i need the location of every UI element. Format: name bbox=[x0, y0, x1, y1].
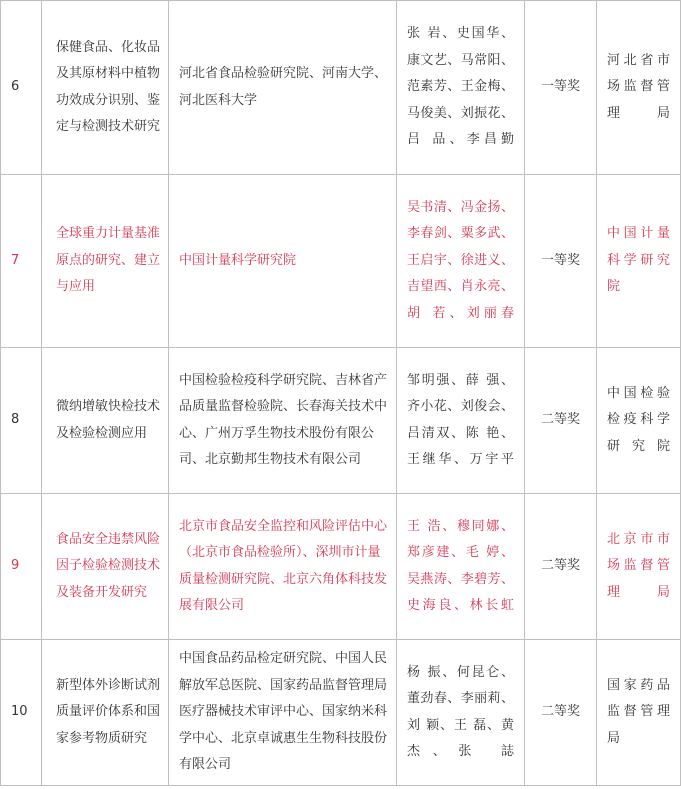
award-level: 一等奖 bbox=[540, 252, 580, 268]
row-number: 9 bbox=[11, 558, 20, 574]
award-level: 一等奖 bbox=[540, 79, 580, 95]
recommending-unit: 中国检验检疫科学研究院 bbox=[607, 385, 670, 454]
project-name: 新型体外诊断试剂质量评价体系和国家参考物质研究 bbox=[56, 677, 161, 746]
recommending-unit: 北京市市场监督管理局 bbox=[607, 531, 670, 600]
row-number: 8 bbox=[11, 412, 20, 428]
completing-units: 中国食品药品检定研究院、中国人民解放军总医院、国家药品监督管理局医疗器械技术审评中心、国家纳米科学中心、北京卓诚惠生生物科技股份有限公司 bbox=[179, 651, 388, 773]
recommending-unit: 国家药品监督管理局 bbox=[607, 677, 670, 746]
completing-units: 河北省食品检验研究院、河南大学、河北医科大学 bbox=[179, 66, 388, 108]
completing-units: 北京市食品安全监控和风险评估中心（北京市食品检验所）、深圳市计量质量检测研究院、北京六角体科技发展有限公司 bbox=[179, 518, 388, 613]
project-name: 保健食品、化妆品及其原材料中植物功效成分识别、鉴定与检测技术研究 bbox=[56, 39, 161, 134]
table-row bbox=[1, 348, 681, 494]
completing-people: 杨 振、何昆仑、董劲春、李丽莉、刘 颖、王 磊、黄 杰、张 誌 bbox=[407, 664, 514, 759]
completing-people: 王 浩、穆同娜、郑彦建、毛 婷、吴燕涛、李碧芳、史海良、林长虹 bbox=[407, 518, 514, 613]
table-row bbox=[1, 1, 681, 175]
table-row bbox=[1, 494, 681, 640]
award-level: 二等奖 bbox=[540, 558, 580, 574]
recommending-unit: 河北省市场监督管理局 bbox=[607, 52, 670, 121]
award-level: 二等奖 bbox=[540, 704, 580, 720]
row-number: 10 bbox=[11, 704, 28, 720]
recommending-unit: 中国计量科学研究院 bbox=[607, 226, 670, 295]
completing-people: 邹明强、薛 强、齐小花、刘俊会、吕清双、陈 艳、王继华、万宇平 bbox=[407, 372, 514, 467]
project-name: 食品安全违禁风险因子检验检测技术及装备开发研究 bbox=[56, 531, 161, 600]
table-row bbox=[1, 640, 681, 786]
row-number: 7 bbox=[11, 252, 20, 268]
completing-people: 张 岩、史国华、康文艺、马常阳、范素芳、王金梅、马俊美、刘振花、吕 品、李昌勤 bbox=[407, 26, 514, 148]
project-name: 全球重力计量基准原点的研究、建立与应用 bbox=[56, 226, 161, 295]
row-number: 6 bbox=[11, 79, 20, 95]
completing-people: 吴书清、冯金扬、李春剑、粟多武、王启宇、徐进义、吉望西、肖永亮、胡 若、刘丽春 bbox=[407, 199, 514, 321]
completing-units: 中国计量科学研究院 bbox=[179, 252, 297, 268]
completing-units: 中国检验检疫科学研究院、吉林省产品质量监督检验院、长春海关技术中心、广州万孚生物技术股份有限公司、北京勤邦生物技术有限公司 bbox=[179, 372, 388, 467]
award-level: 二等奖 bbox=[540, 412, 580, 428]
project-name: 微纳增敏快检技术及检验检测应用 bbox=[56, 399, 161, 441]
table-row bbox=[1, 175, 681, 348]
